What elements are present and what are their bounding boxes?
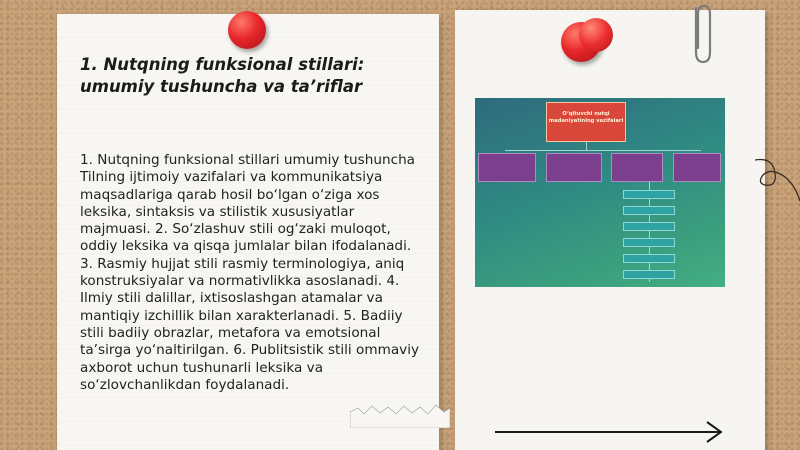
doodle-curl-icon — [755, 155, 800, 205]
diagram-sub-box — [623, 254, 675, 263]
diagram-box — [611, 153, 663, 182]
diagram-connector — [586, 142, 587, 150]
diagram-sub-box — [623, 270, 675, 279]
diagram-sub-box — [623, 222, 675, 231]
diagram-sub-box — [623, 206, 675, 215]
diagram-image — [475, 98, 725, 287]
paperclip-icon — [686, 0, 716, 70]
diagram-box — [546, 153, 602, 182]
diagram-box — [673, 153, 721, 182]
torn-tape-decoration — [350, 398, 450, 428]
diagram-connector — [505, 150, 701, 151]
diagram-top-box: O‘qituvchi nutqi madaniyatining vazifalari — [546, 102, 626, 142]
slide-body-text: 1. Nutqning funksional stillari umumiy tushuncha Tilning ijtimoiy vazifalari va kommunikatsiya maqsadlariga qarab hosil bo‘lgan o‘ziga xos leksika, sintaksis va stilistik xususiyatlar majmuasi. 2. So‘zlashuv stili og‘zaki muloqot, oddiy leksika va qisqa jumlalar bilan ifodalanadi. 3. Rasmiy hujjat stili rasmiy terminologiya, aniq konstruksiyalar va normativlikka asoslanadi. 4. Ilmiy stili dalillar, ixtisoslashgan atamalar va mantiqiy izchillik bilan xarakterlanadi. 5. Badiiy stili badiiy obrazlar, metafora va emotsional ta’sirga yo‘naltirilgan. 6. Publitsistik stili ommaviy axborot uchun tushunarli leksika va so‘zlovchanlikdan foydalanadi. — [80, 152, 420, 393]
pushpin-icon — [561, 18, 615, 64]
diagram-box — [478, 153, 536, 182]
diagram-sub-box — [623, 238, 675, 247]
pushpin-head-highlight — [579, 18, 613, 52]
left-note-paper — [57, 14, 439, 450]
pushpin-icon — [228, 11, 266, 49]
arrow-right-icon — [495, 418, 725, 448]
diagram-sub-box — [623, 190, 675, 199]
slide-title: 1. Nutqning funksional stillari: umumiy tushuncha va ta’riflar — [80, 55, 365, 96]
